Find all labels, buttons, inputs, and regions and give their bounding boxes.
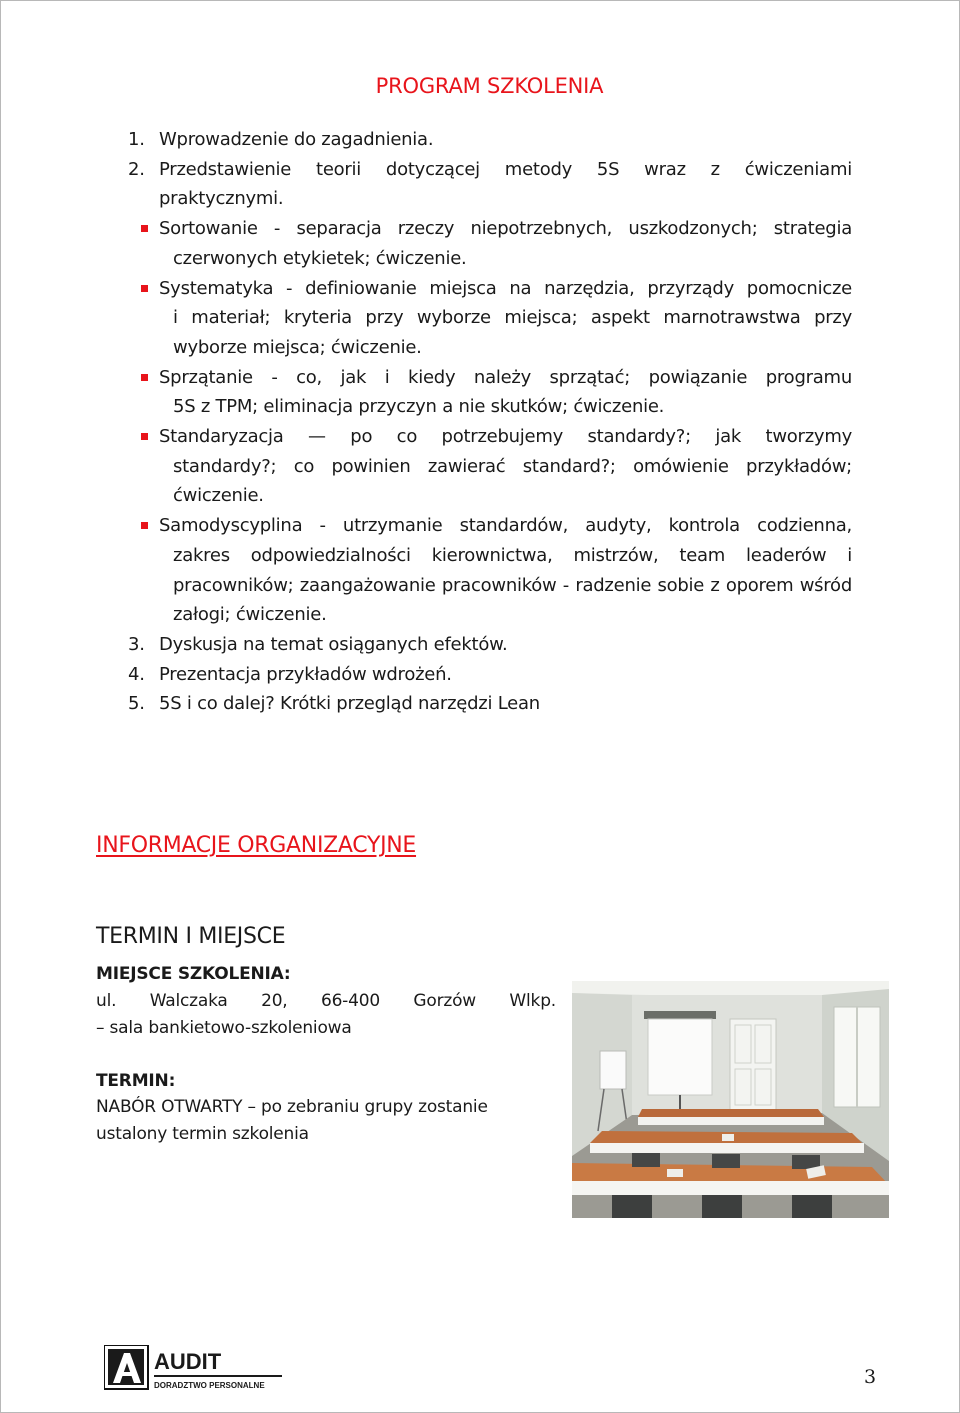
list-item <box>128 511 852 630</box>
square-bullet-icon <box>128 274 159 363</box>
list-item-text: 5S i co dalej? Krótki przegląd narzędzi Lean <box>159 693 540 715</box>
organization-heading: INFORMACJE ORGANIZACYJNE <box>96 833 417 858</box>
bullet-continuation: zakres odpowiedzialności kierownictwa, mistrzów, team leaderów i pracowników; zaangażowanie pracowników - radzenie sobie z oporem wśród załogi; ćwiczenie. <box>173 544 852 626</box>
list-marker: 3. <box>128 633 145 655</box>
list-marker: 2. <box>128 158 145 180</box>
page-number: 3 <box>864 1366 877 1388</box>
bullet-first-line: Sortowanie - separacja rzeczy niepotrzebnych, uszkodzonych; strategia <box>159 218 852 240</box>
bullet-continuation: i materiał; kryteria przy wyborze miejsca; aspekt marnotrawstwa przy wyborze miejsca; ćwiczenie. <box>173 307 852 358</box>
venue-photo <box>572 981 889 1218</box>
date-place-heading: TERMIN I MIEJSCE <box>96 924 286 949</box>
venue-address: ul. Walczaka 20, 66-400 Gorzów Wlkp. <box>96 991 556 1011</box>
square-bullet-icon <box>128 422 159 511</box>
list-item <box>128 660 852 690</box>
list-marker: 1. <box>128 129 145 150</box>
venue-room: – sala bankietowo-szkoleniowa <box>96 1018 352 1038</box>
list-item-text: Dyskusja na temat osiąganych efektów. <box>159 633 508 655</box>
date-line: NABÓR OTWARTY – po zebraniu grupy zostanie <box>96 1097 488 1117</box>
list-item <box>128 363 852 422</box>
venue-label: MIEJSCE SZKOLENIA: <box>96 964 291 984</box>
list-marker: 4. <box>128 663 145 685</box>
list-marker: 5. <box>128 693 145 715</box>
date-line: ustalony termin szkolenia <box>96 1124 309 1144</box>
bullet-continuation: standardy?; co powinien zawierać standard?; omówienie przykładów; ćwiczenie. <box>173 455 852 507</box>
date-label: TERMIN: <box>96 1071 176 1091</box>
bullet-first-line: Sprzątanie - co, jak i kiedy należy sprzątać; powiązanie programu <box>159 366 852 388</box>
bullet-continuation: czerwonych etykietek; ćwiczenie. <box>173 247 467 269</box>
audit-logo <box>104 1345 294 1391</box>
list-item <box>128 155 852 214</box>
list-item <box>128 422 852 511</box>
logo-name: AUDIT <box>154 1349 222 1374</box>
conference-room-image <box>572 981 889 1218</box>
list-item <box>128 125 852 155</box>
list-item-text <box>159 155 852 214</box>
audit-logo-icon <box>104 1345 294 1391</box>
bullet-first-line: Samodyscyplina - utrzymanie standardów, audyty, kontrola codzienna, <box>159 515 852 537</box>
bullet-first-line: Systematyka - definiowanie miejsca na narzędzia, przyrządy pomocnicze <box>159 277 852 299</box>
list-item <box>128 274 852 363</box>
list-item <box>128 689 852 719</box>
list-item-text: Prezentacja przykładów wdrożeń. <box>159 663 452 685</box>
list-item-text: Wprowadzenie do zagadnienia. <box>159 129 434 150</box>
square-bullet-icon <box>128 511 159 630</box>
list-item <box>128 630 852 660</box>
list-item <box>128 214 852 273</box>
bullet-continuation: 5S z TPM; eliminacja przyczyn a nie skutków; ćwiczenie. <box>173 396 665 418</box>
logo-tagline: DORADZTWO PERSONALNE <box>154 1381 265 1390</box>
list-item-line: Przedstawienie teorii dotyczącej metody 5S wraz z ćwiczeniami <box>159 158 852 180</box>
square-bullet-icon <box>128 214 159 273</box>
program-list <box>128 125 852 719</box>
square-bullet-icon <box>128 363 159 422</box>
bullet-first-line: Standaryzacja — po co potrzebujemy standardy?; jak tworzymy <box>159 426 852 448</box>
program-title: PROGRAM SZKOLENIA <box>375 74 604 98</box>
list-item-line: praktycznymi. <box>159 188 284 210</box>
